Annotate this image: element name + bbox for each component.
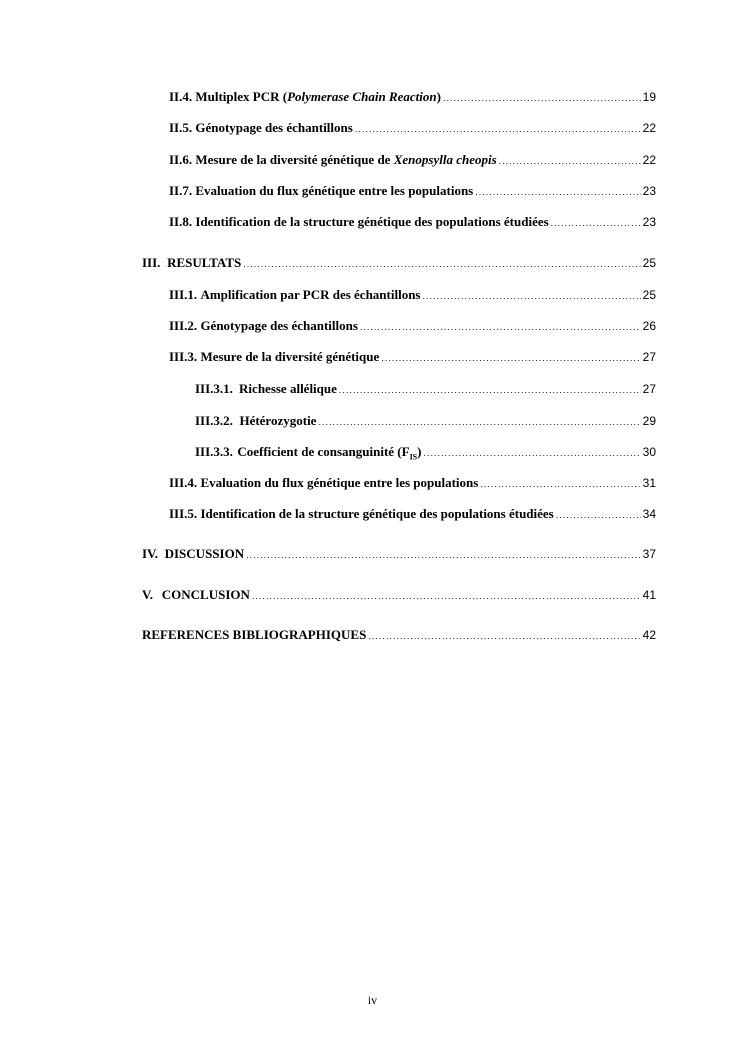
toc-leader-dots xyxy=(355,121,641,137)
toc-number: IV. xyxy=(142,546,159,561)
toc-title: Identification de la structure génétique des populations étudiées xyxy=(200,506,554,521)
toc-page-number: 23 xyxy=(642,184,656,198)
toc-number: III. xyxy=(142,255,161,270)
toc-entry-ii4 xyxy=(169,89,656,106)
toc-page-number: 22 xyxy=(642,121,656,135)
toc-page-number: 23 xyxy=(642,215,656,229)
toc-title: II.4. Multiplex PCR (Polymerase Chain Reaction) xyxy=(169,89,441,104)
toc-page-number: 27 xyxy=(642,382,656,396)
toc-number: III.3.1. xyxy=(195,381,233,396)
toc-entry-v xyxy=(142,587,656,604)
toc-leader-dots xyxy=(339,382,641,398)
toc-entry-iv xyxy=(142,546,656,563)
toc-page-number: 42 xyxy=(642,628,656,642)
toc-leader-dots xyxy=(423,288,641,304)
toc-entry-iii2 xyxy=(169,318,656,335)
toc-page-number: 29 xyxy=(642,414,656,428)
toc-leader-dots xyxy=(475,184,640,200)
toc-title: REFERENCES BIBLIOGRAPHIQUES xyxy=(142,627,367,642)
toc-leader-dots xyxy=(499,153,641,169)
toc-entry-ii5 xyxy=(169,120,656,137)
toc-number: III.4. xyxy=(169,475,198,490)
toc-page-number: 22 xyxy=(642,153,656,167)
toc-page-number: 37 xyxy=(642,547,656,561)
toc-entry-iii xyxy=(142,255,656,272)
toc-title: CONCLUSION xyxy=(161,587,250,602)
toc-page-number: 30 xyxy=(642,445,656,459)
toc-leader-dots xyxy=(252,588,641,604)
toc-page-number: 27 xyxy=(642,350,656,364)
toc-title: Evaluation du flux génétique entre les populations xyxy=(200,475,479,490)
toc-leader-dots xyxy=(246,547,641,563)
toc-leader-dots xyxy=(318,414,640,430)
toc-number: III.3.3. xyxy=(195,444,233,459)
toc-entry-iii32 xyxy=(195,413,656,430)
toc-leader-dots xyxy=(381,350,640,366)
toc-title: Hétérozygotie xyxy=(239,413,317,428)
toc-entry-ii6 xyxy=(169,152,656,169)
toc-page-number: 25 xyxy=(642,256,656,270)
toc-entry-ii7 xyxy=(169,183,656,200)
toc-page-number: 25 xyxy=(642,288,656,302)
toc-number: III.3. xyxy=(169,349,198,364)
toc-title: Coefficient de consanguinité $(F_{IS})$ xyxy=(237,444,422,462)
toc-leader-dots xyxy=(480,476,640,492)
toc-title: II.7. Evaluation du flux génétique entre les populations xyxy=(169,183,474,198)
toc-entry-iii33 xyxy=(195,444,656,466)
toc-page-number: 31 xyxy=(642,476,656,490)
toc-title: Richesse allélique xyxy=(239,381,337,396)
toc-leader-dots xyxy=(423,445,640,461)
toc-entry-iii5 xyxy=(169,506,656,523)
toc-number: III.1. xyxy=(169,287,198,302)
toc-page-number: 34 xyxy=(642,507,656,521)
toc-leader-dots xyxy=(443,90,641,106)
toc-title: RESULTATS xyxy=(167,255,242,270)
toc-entry-iii1 xyxy=(169,287,656,304)
toc-leader-dots xyxy=(551,215,641,231)
toc-entry-iii31 xyxy=(195,381,656,398)
toc-title: Mesure de la diversité génétique xyxy=(200,349,380,364)
toc-leader-dots xyxy=(243,256,640,272)
toc-leader-dots xyxy=(368,628,640,644)
toc-number: III.2. xyxy=(169,318,198,333)
toc-title: DISCUSSION xyxy=(164,546,245,561)
toc-title: II.5. Génotypage des échantillons xyxy=(169,120,353,135)
toc-leader-dots xyxy=(556,507,641,523)
toc-leader-dots xyxy=(360,319,641,335)
page-footer-number: iv xyxy=(367,993,378,1007)
toc-title: II.6. Mesure de la diversité génétique de Xenopsylla cheopis xyxy=(169,152,497,167)
toc-title: Amplification par PCR des échantillons xyxy=(200,287,421,302)
toc-entry-ii8 xyxy=(169,214,656,231)
toc-number: III.5. xyxy=(169,506,198,521)
toc-title: Génotypage des échantillons xyxy=(200,318,358,333)
toc-page-number: 19 xyxy=(642,90,656,104)
toc-number: III.3.2. xyxy=(195,413,233,428)
toc-entry-iii4 xyxy=(169,475,656,492)
toc-title: II.8. Identification de la structure génétique des populations étudiées xyxy=(169,214,549,229)
toc-entry-iii3 xyxy=(169,349,656,366)
toc-page-number: 26 xyxy=(642,319,656,333)
toc-number: V. xyxy=(142,587,153,602)
toc-entry-references xyxy=(142,627,656,644)
toc-page-number: 41 xyxy=(642,588,656,602)
